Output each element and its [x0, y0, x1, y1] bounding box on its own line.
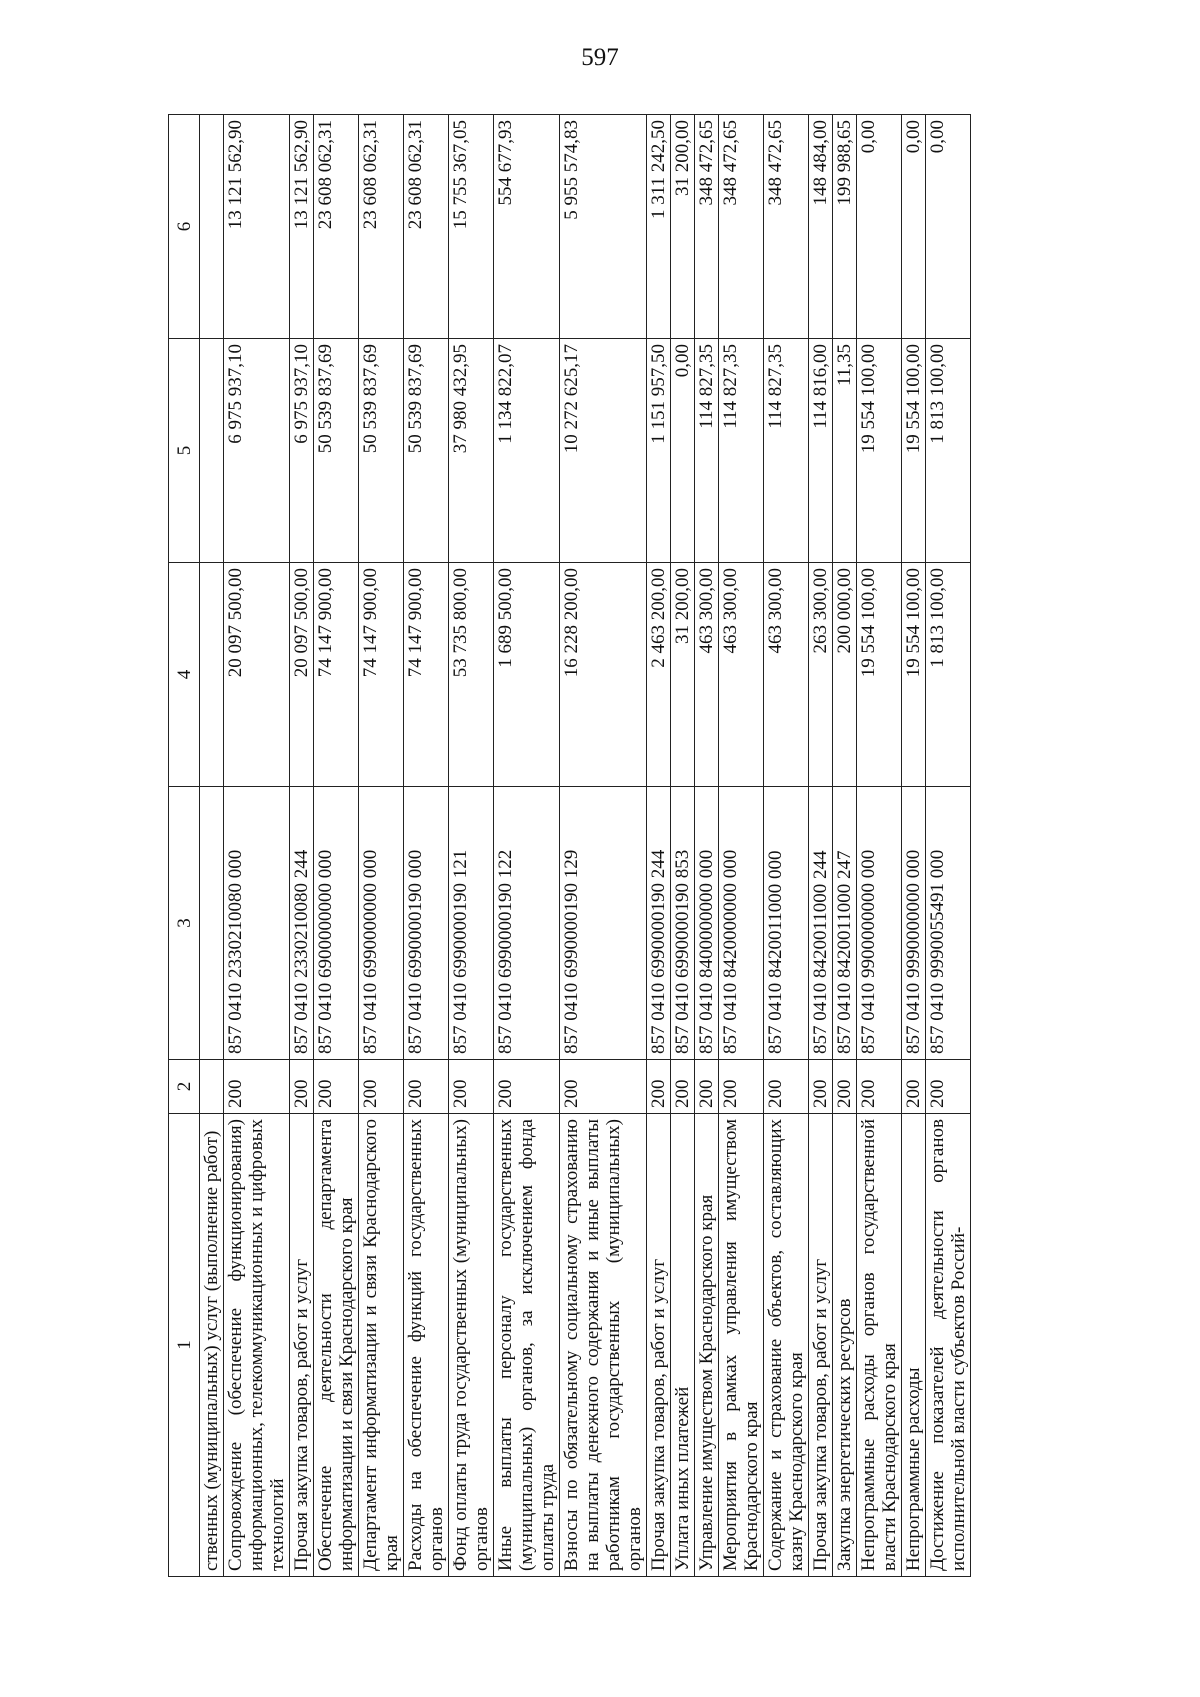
code-cell: 200 — [719, 1060, 764, 1114]
classification-code-cell: 857 0410 6990000190 000 — [404, 787, 449, 1060]
column-header: 1 — [169, 1114, 200, 1577]
classification-code-cell: 857 0410 2330210080 244 — [290, 787, 314, 1060]
budget-table — [168, 114, 971, 1577]
table-row — [290, 115, 314, 1577]
code-cell: 200 — [902, 1060, 926, 1114]
item-name-cell: Непрограммные расходы — [902, 1114, 926, 1577]
code-cell: 200 — [224, 1060, 290, 1114]
classification-code-cell: 857 0410 6990000190 121 — [449, 787, 494, 1060]
item-name-cell: Управление имуществом Краснодарского края — [695, 1114, 719, 1577]
executed-amount-cell: 1 151 957,50 — [647, 339, 671, 563]
classification-code-cell — [200, 787, 224, 1060]
remaining-amount-cell: 23 608 062,31 — [404, 115, 449, 339]
code-cell: 200 — [695, 1060, 719, 1114]
executed-amount-cell: 37 980 432,95 — [449, 339, 494, 563]
column-header: 3 — [169, 787, 200, 1060]
code-cell: 200 — [560, 1060, 647, 1114]
code-cell: 200 — [359, 1060, 404, 1114]
item-name-cell: Фонд оплаты труда государственных (муниципальных) органов — [449, 1114, 494, 1577]
table-row — [404, 115, 449, 1577]
classification-code-cell: 857 0410 9990055491 000 — [926, 787, 971, 1060]
table-row — [671, 115, 695, 1577]
executed-amount-cell: 19 554 100,00 — [902, 339, 926, 563]
item-name-cell: Достижение показателей деятельности органов исполнительной власти субъектов Россий- — [926, 1114, 971, 1577]
item-name-cell: Обеспечение деятельности департамента информатизации и связи Краснодарского края — [314, 1114, 359, 1577]
executed-amount-cell: 114 816,00 — [809, 339, 833, 563]
table-row — [695, 115, 719, 1577]
classification-code-cell: 857 0410 8420011000 244 — [809, 787, 833, 1060]
remaining-amount-cell: 554 677,93 — [494, 115, 560, 339]
code-cell: 200 — [647, 1060, 671, 1114]
executed-amount-cell: 114 827,35 — [764, 339, 809, 563]
table-row — [902, 115, 926, 1577]
code-cell: 200 — [809, 1060, 833, 1114]
remaining-amount-cell: 23 608 062,31 — [359, 115, 404, 339]
table-row — [647, 115, 671, 1577]
remaining-amount-cell: 5 955 574,83 — [560, 115, 647, 339]
classification-code-cell: 857 0410 6990000190 122 — [494, 787, 560, 1060]
classification-code-cell: 857 0410 6990000190 244 — [647, 787, 671, 1060]
executed-amount-cell: 114 827,35 — [719, 339, 764, 563]
table-row — [494, 115, 560, 1577]
item-name-cell: Закупка энергетических ресурсов — [833, 1114, 857, 1577]
executed-amount-cell: 0,00 — [671, 339, 695, 563]
remaining-amount-cell: 348 472,65 — [764, 115, 809, 339]
approved-amount-cell: 463 300,00 — [695, 563, 719, 787]
approved-amount-cell: 1 689 500,00 — [494, 563, 560, 787]
item-name-cell: Иные выплаты персоналу государственных (муниципальных) органов, за исключением фонда оплаты труда — [494, 1114, 560, 1577]
code-cell: 200 — [926, 1060, 971, 1114]
approved-amount-cell: 200 000,00 — [833, 563, 857, 787]
item-name-cell: Содержание и страхование объектов, составляющих казну Краснодарского края — [764, 1114, 809, 1577]
remaining-amount-cell: 148 484,00 — [809, 115, 833, 339]
classification-code-cell: 857 0410 9900000000 000 — [857, 787, 902, 1060]
item-name-cell: Прочая закупка товаров, работ и услуг — [809, 1114, 833, 1577]
table-header-row — [169, 115, 200, 1577]
rotated-table-container — [168, 115, 1098, 1577]
remaining-amount-cell: 0,00 — [926, 115, 971, 339]
executed-amount-cell: 6 975 937,10 — [290, 339, 314, 563]
approved-amount-cell: 31 200,00 — [671, 563, 695, 787]
approved-amount-cell: 2 463 200,00 — [647, 563, 671, 787]
code-cell: 200 — [404, 1060, 449, 1114]
item-name-cell: Прочая закупка товаров, работ и услуг — [647, 1114, 671, 1577]
table-row — [857, 115, 902, 1577]
remaining-amount-cell: 0,00 — [857, 115, 902, 339]
code-cell: 200 — [764, 1060, 809, 1114]
classification-code-cell: 857 0410 8420000000 000 — [719, 787, 764, 1060]
approved-amount-cell: 74 147 900,00 — [314, 563, 359, 787]
executed-amount-cell: 114 827,35 — [695, 339, 719, 563]
classification-code-cell: 857 0410 2330210080 000 — [224, 787, 290, 1060]
table-row — [314, 115, 359, 1577]
executed-amount-cell: 1 813 100,00 — [926, 339, 971, 563]
executed-amount-cell: 50 539 837,69 — [314, 339, 359, 563]
item-name-cell: Департамент информатизации и связи Краснодарского края — [359, 1114, 404, 1577]
table-row — [359, 115, 404, 1577]
remaining-amount-cell: 15 755 367,05 — [449, 115, 494, 339]
approved-amount-cell: 263 300,00 — [809, 563, 833, 787]
executed-amount-cell: 10 272 625,17 — [560, 339, 647, 563]
code-cell: 200 — [494, 1060, 560, 1114]
classification-code-cell: 857 0410 6990000190 853 — [671, 787, 695, 1060]
table-row — [449, 115, 494, 1577]
item-name-cell: Расходы на обеспечение функций государственных органов — [404, 1114, 449, 1577]
table-row — [719, 115, 764, 1577]
column-header: 2 — [169, 1060, 200, 1114]
executed-amount-cell — [200, 339, 224, 563]
approved-amount-cell: 53 735 800,00 — [449, 563, 494, 787]
approved-amount-cell: 19 554 100,00 — [857, 563, 902, 787]
item-name-cell: Непрограммные расходы органов государственной власти Краснодарского края — [857, 1114, 902, 1577]
classification-code-cell: 857 0410 6900000000 000 — [314, 787, 359, 1060]
executed-amount-cell: 19 554 100,00 — [857, 339, 902, 563]
remaining-amount-cell: 0,00 — [902, 115, 926, 339]
item-name-cell: Взносы по обязательному социальному страхованию на выплаты денежного содержания и иные выплаты работникам государственных (муниципальных) органов — [560, 1114, 647, 1577]
executed-amount-cell: 11,35 — [833, 339, 857, 563]
table-row — [809, 115, 833, 1577]
item-name-cell: Сопровождение (обеспечение функционирования) информационных, телекоммуникационных и цифровых технологий — [224, 1114, 290, 1577]
table-row — [200, 115, 224, 1577]
approved-amount-cell: 463 300,00 — [764, 563, 809, 787]
executed-amount-cell: 50 539 837,69 — [404, 339, 449, 563]
executed-amount-cell: 6 975 937,10 — [224, 339, 290, 563]
column-header: 6 — [169, 115, 200, 339]
table-row — [833, 115, 857, 1577]
approved-amount-cell: 463 300,00 — [719, 563, 764, 787]
table-row — [764, 115, 809, 1577]
page-number: 597 — [581, 44, 619, 71]
approved-amount-cell: 1 813 100,00 — [926, 563, 971, 787]
item-name-cell: Мероприятия в рамках управления имуществом Краснодарского края — [719, 1114, 764, 1577]
approved-amount-cell: 74 147 900,00 — [359, 563, 404, 787]
remaining-amount-cell: 348 472,65 — [719, 115, 764, 339]
classification-code-cell: 857 0410 8420011000 000 — [764, 787, 809, 1060]
code-cell: 200 — [671, 1060, 695, 1114]
approved-amount-cell: 19 554 100,00 — [902, 563, 926, 787]
executed-amount-cell: 50 539 837,69 — [359, 339, 404, 563]
code-cell: 200 — [857, 1060, 902, 1114]
table-row — [560, 115, 647, 1577]
code-cell: 200 — [314, 1060, 359, 1114]
code-cell: 200 — [290, 1060, 314, 1114]
classification-code-cell: 857 0410 6990000000 000 — [359, 787, 404, 1060]
approved-amount-cell: 20 097 500,00 — [224, 563, 290, 787]
approved-amount-cell — [200, 563, 224, 787]
classification-code-cell: 857 0410 6990000190 129 — [560, 787, 647, 1060]
item-name-cell: ственных (муниципальных) услуг (выполнение работ) — [200, 1114, 224, 1577]
item-name-cell: Прочая закупка товаров, работ и услуг — [290, 1114, 314, 1577]
table-row — [224, 115, 290, 1577]
classification-code-cell: 857 0410 9990000000 000 — [902, 787, 926, 1060]
column-header: 5 — [169, 339, 200, 563]
column-header: 4 — [169, 563, 200, 787]
remaining-amount-cell: 13 121 562,90 — [290, 115, 314, 339]
remaining-amount-cell: 13 121 562,90 — [224, 115, 290, 339]
remaining-amount-cell: 348 472,65 — [695, 115, 719, 339]
code-cell — [200, 1060, 224, 1114]
code-cell: 200 — [833, 1060, 857, 1114]
approved-amount-cell: 20 097 500,00 — [290, 563, 314, 787]
remaining-amount-cell: 199 988,65 — [833, 115, 857, 339]
code-cell: 200 — [449, 1060, 494, 1114]
table-row — [926, 115, 971, 1577]
table-body — [200, 115, 971, 1577]
remaining-amount-cell: 23 608 062,31 — [314, 115, 359, 339]
approved-amount-cell: 16 228 200,00 — [560, 563, 647, 787]
approved-amount-cell: 74 147 900,00 — [404, 563, 449, 787]
classification-code-cell: 857 0410 8420011000 247 — [833, 787, 857, 1060]
remaining-amount-cell — [200, 115, 224, 339]
classification-code-cell: 857 0410 8400000000 000 — [695, 787, 719, 1060]
executed-amount-cell: 1 134 822,07 — [494, 339, 560, 563]
remaining-amount-cell: 31 200,00 — [671, 115, 695, 339]
item-name-cell: Уплата иных платежей — [671, 1114, 695, 1577]
remaining-amount-cell: 1 311 242,50 — [647, 115, 671, 339]
